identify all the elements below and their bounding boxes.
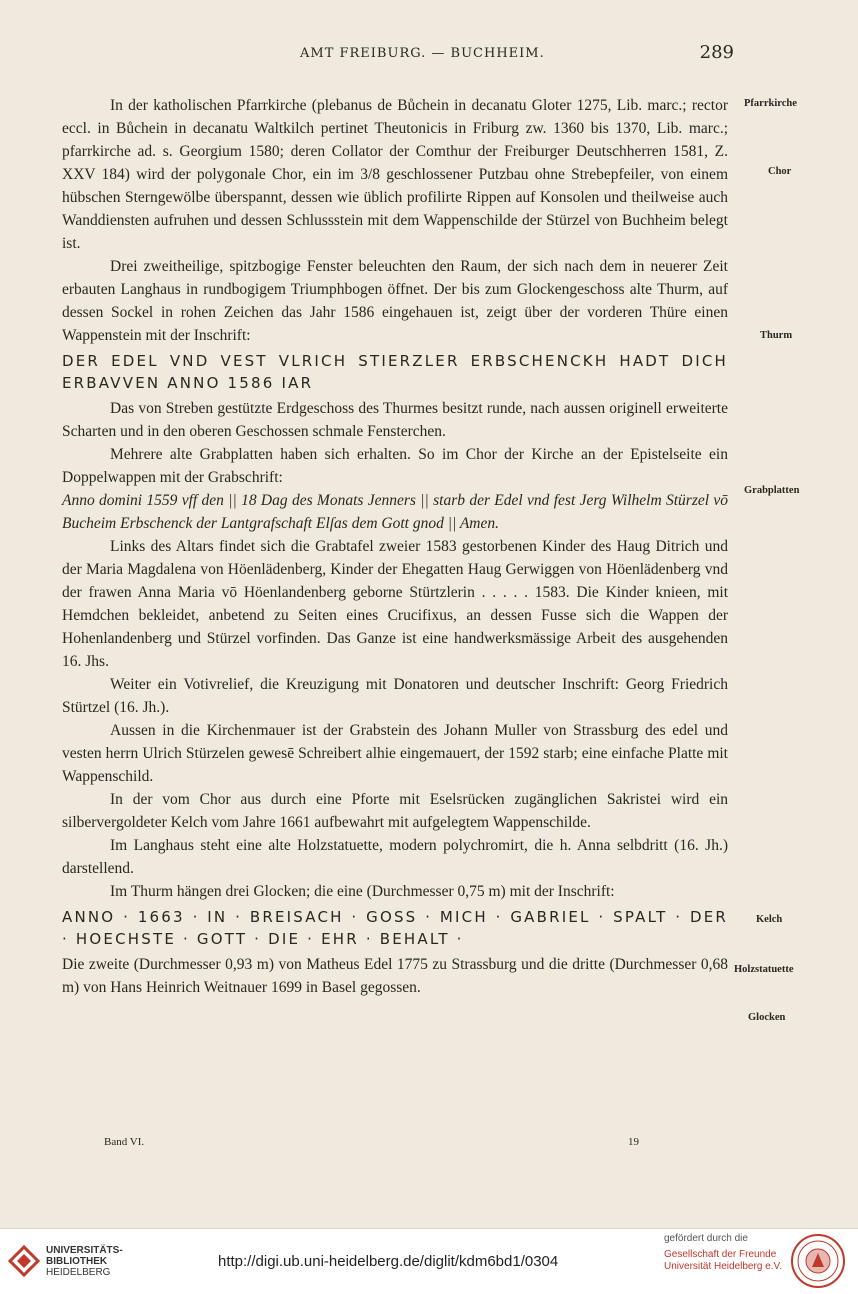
margin-note-glocken: Glocken [748, 1012, 786, 1023]
library-name-line2: BIBLIOTHEK [46, 1256, 108, 1267]
margin-note-thurm: Thurm [760, 330, 793, 341]
paragraph-glocken-weitere: Die zweite (Durchmesser 0,93 m) von Matheus Edel 1775 zu Strassburg und die dritte (Durchmesser 0,68 m) von Hans Heinrich Weitnauer 1699 in Basel gegossen. [62, 956, 728, 996]
library-name-line1: UNIVERSITÄTS- [46, 1245, 123, 1256]
paragraph-grabstein: Aussen in die Kirchenmauer ist der Grabstein des Johann Muller von Strassburg des edel und vesten herrn Ulrich Stürzelen gewesē Schreibert alhie eingemauert, der 1592 starb; eine einfache Platte mit Wappenschild. [62, 722, 728, 785]
paragraph-grabtafel: Links des Altars findet sich die Grabtafel zweier 1583 gestorbenen Kinder des Haug Ditrich und der Maria Magdalena von Höenlädenberg, Kinder der Ehegatten Haug Gerwiggen von Höenlädenberg vnd der frawen Anna Maria vō Höenlandenberg geborne Stürtzlerin . . . . . 1583. Die Kinder knieen, mit Hemdchen bekleidet, anbetend zu Seiten eines Crucifixus, an dessen Fusse sich die Wappen der Hohenlandenberg und Stürzel vorfinden. Das Ganze ist eine handwerksmässige Arbeit des ausgehenden 16. Jhs. [62, 538, 728, 670]
paragraph-fenster: Drei zweitheilige, spitzbogige Fenster beleuchten den Raum, der sich nach dem in neuerer Zeit erbauten Langhaus in rundbogigem Triumphbogen öffnet. Der bis zum Glockengeschoss alte Thurm, auf dessen Sockel in rohen Zeichen das Jahr 1586 eingehauen ist, zeigt über der vorderen Thüre einen Wappenstein mit der Inschrift: [62, 258, 728, 344]
margin-note-pfarrkirche: Pfarrkirche [744, 98, 797, 109]
running-title: AMT FREIBURG. — BUCHHEIM. [300, 46, 545, 61]
sponsor-name-line2: Universität Heidelberg e.V. [664, 1261, 783, 1272]
paragraph-grabplatten: Mehrere alte Grabplatten haben sich erhalten. So im Chor der Kirche an der Epistelseite ein Doppelwappen mit der Grabschrift: [62, 446, 728, 486]
body-text [62, 94, 728, 999]
margin-note-kelch: Kelch [756, 914, 783, 925]
inscription-glocke: ANNO · 1663 · IN · BREISACH · GOSS · MICH · GABRIEL · SPALT · DER · HOECHSTE · GOTT · DIE · EHR · BEHALT · [62, 908, 728, 948]
paragraph-kelch: In der vom Chor aus durch eine Pforte mit Eselsrücken zugänglichen Sakristei wird ein silbervergoldeter Kelch vom Jahre 1661 aufbewahrt mit aufgelegtem Wappenschilde. [62, 791, 728, 831]
paragraph-glocken: Im Thurm hängen drei Glocken; die eine (Durchmesser 0,75 m) mit der Inschrift: [110, 883, 615, 900]
epitaph-stuerzel: Anno domini 1559 vff den || 18 Dag des Monats Jenners || starb der Edel vnd fest Jerg Wilhelm Stürzel vō Bucheim Erbschenck der Lantgrafschaft Elſas dem Gott gnod || Amen. [62, 492, 728, 532]
inscription-wappenstein: DER EDEL VND VEST VLRICH STIERZLER ERBSCHENCKH HADT DICH ERBAVVEN ANNO 1586 IAR [62, 352, 728, 392]
paragraph-erdgeschoss: Das von Streben gestützte Erdgeschoss des Thurmes besitzt runde, nach aussen originell erweiterte Scharten und in den oberen Geschossen schmale Fensterchen. [62, 400, 728, 440]
permalink-url[interactable]: http://digi.ub.uni-heidelberg.de/diglit/kdm6bd1/0304 [218, 1253, 559, 1270]
margin-note-holzstatuette: Holzstatuette [734, 964, 794, 975]
library-logo-icon[interactable] [8, 1241, 40, 1281]
digitization-banner [0, 1228, 858, 1294]
page-number: 289 [699, 42, 734, 63]
library-name[interactable] [46, 1245, 123, 1278]
page-header [62, 42, 734, 66]
sponsor-name[interactable] [664, 1249, 782, 1273]
margin-note-grabplatten: Grabplatten [744, 485, 800, 496]
margin-note-chor: Chor [768, 166, 792, 177]
paragraph-pfarrkirche: In der katholischen Pfarrkirche (plebanus de Bůchein in decanatu Gloter 1275, Lib. marc.; rector eccl. in Bůchein in decanatu Waltkilch pertinet Theutonicis in Friburg zw. 1360 bis 1370, Lib. marc.; pfarrkirche ad. s. Georgium 1580; deren Collator der Comthur der Freiburger Deutschherren 1581, Z. XXV 184) wird der polygonale Chor, ein im 3/8 geschlossener Putzbau ohne Strebepfeiler, von einem hübschen Sterngewölbe überspannt, dessen wie üblich profilirte Rippen auf Konsolen und theilweise auch Wanddiensten aufruhen und dessen Schlussstein mit dem Wappenschilde der Stürzel von Buchheim belegt ist. [62, 97, 728, 252]
university-seal-icon [790, 1233, 846, 1289]
paragraph-votivrelief: Weiter ein Votivrelief, die Kreuzigung mit Donatoren und deutscher Inschrift: Georg Friedrich Stürtzel (16. Jh.). [62, 676, 728, 716]
sponsor-name-line1: Gesellschaft der Freunde [664, 1249, 777, 1260]
signature-number: 19 [628, 1136, 639, 1148]
sponsor-caption: gefördert durch die [664, 1233, 748, 1244]
library-name-line3: HEIDELBERG [46, 1267, 111, 1278]
volume-label: Band VI. [104, 1136, 145, 1148]
paragraph-holzstatuette: Im Langhaus steht eine alte Holzstatuette, modern polychromirt, die h. Anna selbdritt (16. Jh.) darstellend. [62, 837, 728, 877]
